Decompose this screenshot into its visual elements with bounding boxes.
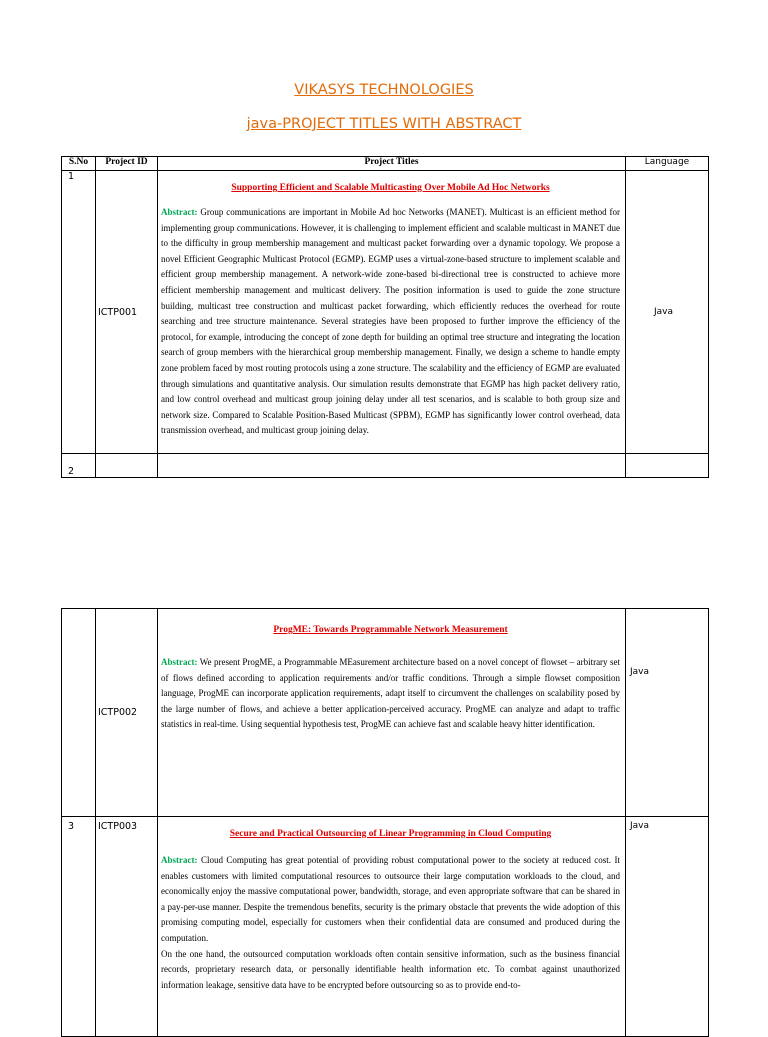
- abstract-label: Abstract:: [161, 855, 198, 865]
- row-language: Java: [626, 817, 709, 1037]
- company-heading: VIKASYS TECHNOLOGIES: [294, 82, 474, 98]
- abstract-label: Abstract:: [161, 657, 198, 667]
- row-sno-empty: [62, 609, 96, 817]
- row-language: Java: [626, 171, 709, 454]
- table-header-row: [62, 157, 709, 171]
- header-project-titles: Project Titles: [158, 157, 626, 171]
- row-project-cell: [158, 171, 626, 454]
- project-title: Secure and Practical Outsourcing of Linear Programming in Cloud Computing: [229, 829, 552, 839]
- table-row: [62, 609, 709, 817]
- row-sno: 1: [62, 171, 96, 454]
- project-abstract: [161, 853, 620, 947]
- header-project-id: Project ID: [96, 157, 158, 171]
- abstract-text: We present ProgME, a Programmable MEasurement architecture based on a novel concept of flowset – arbitrary set of flows defined according to application requirements and/or traffic conditions. Through a simple flowset composition language, ProgME can incorporate application requirements, adapt itself to circumvent the challenges on scalability posed by the large number of flows, and achieve a better application-perceived accuracy. ProgME can analyze and adapt to traffic statistics in real-time. Using sequential hypothesis test, ProgME can achieve fast and scalable heavy hitter identification.: [161, 657, 620, 730]
- project-abstract-continued: On the one hand, the outsourced computation workloads often contain sensitive information, such as the business financial records, proprietary research data, or personally identifiable health information etc. To combat against unauthorized information leakage, sensitive data have to be encrypted before outsourcing so as to provide end-to-: [161, 948, 620, 990]
- header-sno: S.No: [62, 157, 96, 171]
- row-project-cell: [158, 609, 626, 817]
- row-sno: 2: [62, 454, 96, 478]
- projects-table-2: [61, 608, 709, 1037]
- table-row: [62, 454, 709, 478]
- row-project-id: ICTP003: [96, 817, 158, 1037]
- row-language-empty: [626, 454, 709, 478]
- row-language: Java: [626, 609, 709, 817]
- table-row: [62, 171, 709, 454]
- abstract-text: Group communications are important in Mobile Ad hoc Networks (MANET). Multicast is an efficient method for implementing group communications. However, it is challenging to implement efficient and scalable multicast in MANET due to the difficulty in group membership management and multicast packet forwarding over a dynamic topology. We propose a novel Efficient Geographic Multicast Protocol (EGMP). EGMP uses a virtual-zone-based structure to implement scalable and efficient group membership management. A network-wide zone-based bi-directional tree is constructed to achieve more efficient membership management and multicast delivery. The position information is used to guide the zone structure building, multicast tree construction and multicast packet forwarding, which efficiently reduces the overhead for route searching and tree structure maintenance. Several strategies have been proposed to further improve the efficiency of the protocol, for example, introducing the concept of zone depth for building an optimal tree structure and integrating the location search of group members with the hierarchical group membership management. Finally, we design a scheme to handle empty zone problem faced by most routing protocols using a zone structure. The scalability and the efficiency of EGMP are evaluated through simulations and quantitative analysis. Our simulation results demonstrate that EGMP has high packet delivery ratio, and low control overhead and multicast group joining delay under all test scenarios, and is scalable to both group size and network size. Compared to Scalable Position-Based Multicast (SPBM), EGMP has significantly lower control overhead, data transmission overhead, and multicast group joining delay.: [161, 207, 620, 436]
- row-project-id: ICTP001: [96, 171, 158, 454]
- project-abstract: [161, 205, 620, 439]
- project-title: Supporting Efficient and Scalable Multicasting Over Mobile Ad Hoc Networks: [231, 183, 550, 193]
- row-sno: 3: [62, 817, 96, 1037]
- row-project-cell-empty: [158, 454, 626, 478]
- project-title: ProgME: Towards Programmable Network Measurement: [273, 625, 508, 635]
- projects-table-1: [61, 156, 709, 478]
- project-abstract: [161, 655, 620, 733]
- row-project-cell: [158, 817, 626, 1037]
- abstract-label: Abstract:: [161, 207, 198, 217]
- row-project-id: ICTP002: [96, 609, 158, 817]
- row-project-id-empty: [96, 454, 158, 478]
- document-subtitle: java-PROJECT TITLES WITH ABSTRACT: [246, 116, 522, 132]
- header-language: Language: [626, 157, 709, 171]
- abstract-text: Cloud Computing has great potential of providing robust computational power to the society at reduced cost. It enables customers with limited computational resources to outsource their large computation workloads to the cloud, and economically enjoy the massive computational power, bandwidth, storage, and even appropriate software that can be shared in a pay-per-use manner. Despite the tremendous benefits, security is the primary obstacle that prevents the wide adoption of this promising computing model, especially for customers when their confidential data are consumed and produced during the computation.: [161, 855, 621, 943]
- table-row: [62, 817, 709, 1037]
